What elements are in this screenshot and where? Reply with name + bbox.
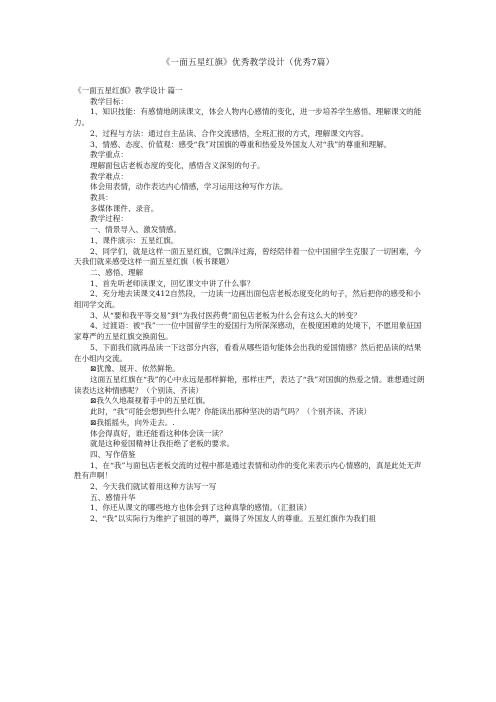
section-heading: 《一面五星红旗》教学设计 篇一 (74, 86, 183, 95)
paragraph: 2、今天我们就试着用这种方法写一写 (90, 482, 217, 492)
document-body (74, 86, 426, 525)
paragraph: 教学目标： (90, 96, 128, 106)
paragraph: 体会用表情，动作表达内心情感，学习运用这种写作方法。 (90, 182, 288, 192)
paragraph: 此时，“我”可能会想到些什么呢？你能读出那种坚决的语气吗？（个别齐读、齐读） (90, 407, 372, 417)
paragraph: 2、充分地去读课文412自然段，一边读一边画出面包店老板态度变化的句子，然后把你的感受和小组同学交流。 (74, 289, 421, 310)
paragraph: 教学难点： (90, 171, 128, 181)
paragraph: 4、过渡语：被“我”一一位中国留学生的爱国行为所深深感动，在极度困难的处境下，不愿用象征国家尊严的五星红旗交换面包。 (74, 321, 422, 342)
paragraph: 2、同学们，就是这样一面五星红旗，它飘洋过海，曾经陪伴着一位中国留学生克服了一切困难，今天我们就来感受这样一面五星红旗（板书课题） (74, 246, 422, 267)
paragraph: ⊠犹豫、展开、依然鲜艳。 (90, 364, 180, 374)
paragraph: 教学重点： (90, 150, 128, 160)
paragraph: 1、你还从课文的哪些地方也体会到了这种真挚的感情。（汇报读） (90, 503, 312, 513)
paragraph: 1、在“我”与面包店老板交流的过程中都是通过表情和动作的变化来表示内心情感的，真是此处无声胜有声啊！ (74, 460, 422, 481)
paragraph: 3、情感、态度、价值观：感受“我”对国旗的尊重和热爱及外国友人对“我”的尊重和理解。 (90, 139, 392, 149)
paragraph: 1、知识技能：有感情地朗读课文，体会人物内心感情的变化，进一步培养学生感悟、理解课文的能力。 (74, 107, 422, 128)
paragraph: 2、过程与方法：通过自主品读、合作交流感悟，全班汇报的方式，理解课文内容。 (90, 128, 369, 138)
paragraph: ⊠我久久地凝视着手中的五星红旗。 (90, 396, 211, 406)
paragraph: 体会得真好，谁还能看这种体会读一读？ (90, 428, 227, 438)
paragraph: ⊠我摇摇头，向外走去。. (90, 417, 175, 427)
paragraph: 一、情景导入、激发情感。 (90, 225, 182, 235)
paragraph: 2、“我”以实际行为维护了祖国的尊严，赢得了外国友人的尊重。五星红旗作为我们祖 (90, 514, 376, 524)
paragraph: 就是这种爱国精神让我拒绝了老板的要求。 (90, 439, 235, 449)
paragraph: 教学过程： (90, 214, 128, 224)
paragraph: 理解面包店老板态度的变化，感悟含义深刻的句子。 (90, 160, 265, 170)
paragraph: 二、感悟、理解 (90, 267, 144, 277)
paragraph: 5、下面我们就再品读一下这部分内容，看看从哪些语句能体会出我的爱国情感？然后把品读的结果在小组内交流。 (74, 342, 422, 363)
paragraph: 3、从“要和我平等交易”到“为我付医药费”面包店老板为什么会有这么大的转变？ (90, 310, 361, 320)
paragraph: 五、感情升华 (90, 492, 136, 502)
paragraph: 1、首先听老师读课文，回忆课文中讲了什么事？ (90, 278, 255, 288)
document-title: 《一面五星红旗》优秀教学设计（优秀7篇） (161, 58, 335, 68)
paragraph: 教具： (90, 193, 113, 203)
paragraph: 四、写作借鉴 (90, 449, 136, 459)
paragraph: 1、课件演示：五星红旗。 (90, 235, 179, 245)
paragraph: 多媒体课件、录音。 (90, 203, 159, 213)
paragraph: 这面五星红旗在“我”的心中永远是那样鲜艳，那样庄严，表达了“我”对国旗的热爱之情。谁想通过朗读表达这种情感呢？（个别读、齐读） (74, 374, 425, 395)
